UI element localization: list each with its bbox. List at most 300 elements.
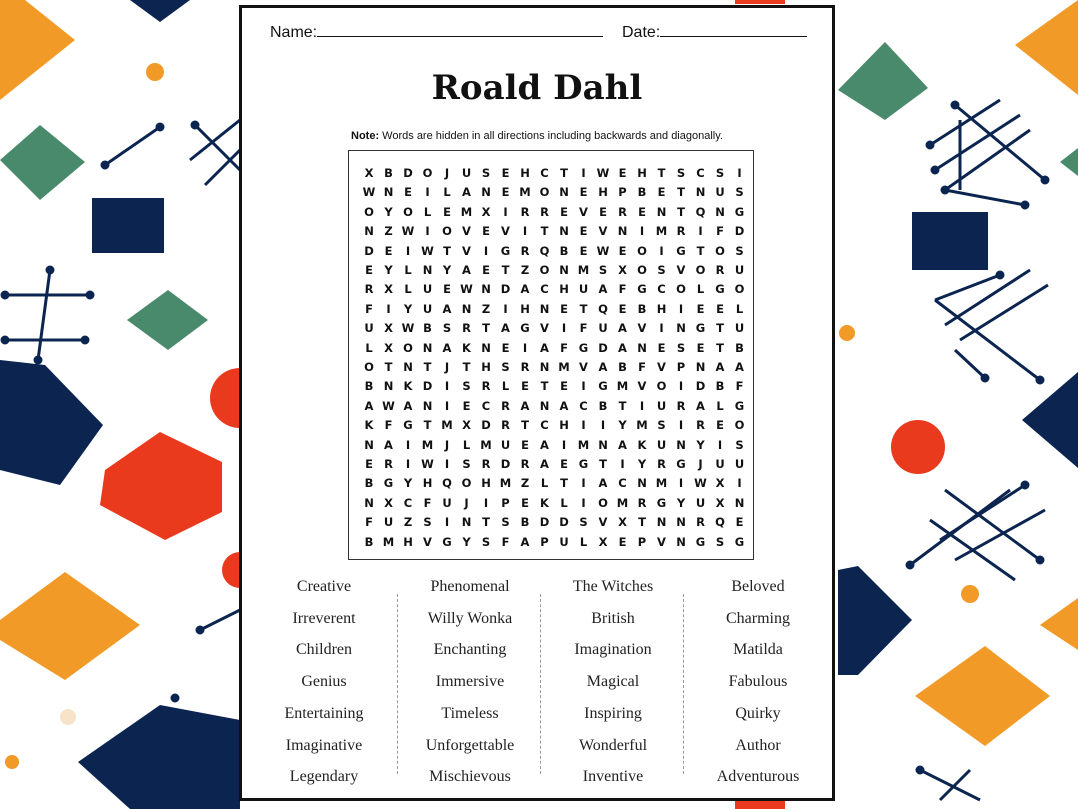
grid-letter: F	[560, 340, 568, 355]
grid-letter: C	[696, 166, 705, 180]
grid-letter: F	[365, 301, 373, 316]
grid-letter: A	[559, 398, 569, 413]
grid-letter: N	[637, 476, 647, 491]
grid-letter: R	[520, 243, 530, 258]
grid-letter: H	[598, 185, 608, 200]
grid-letter: W	[694, 476, 707, 491]
grid-letter: U	[715, 457, 725, 471]
worksheet-page	[239, 5, 835, 801]
grid-letter: M	[460, 204, 473, 219]
grid-letter: E	[501, 166, 510, 180]
word-item: Fabulous	[728, 673, 788, 691]
grid-letter: E	[657, 340, 666, 355]
grid-letter: P	[637, 534, 647, 549]
grid-letter: V	[462, 224, 471, 239]
grid-letter: W	[362, 185, 376, 200]
word-item: Magical	[586, 673, 640, 691]
grid-letter: H	[520, 166, 530, 180]
grid-letter: R	[676, 224, 686, 239]
grid-letter: T	[482, 321, 490, 336]
grid-letter: O	[676, 282, 686, 297]
grid-letter: G	[578, 457, 589, 471]
grid-letter: R	[715, 263, 725, 277]
grid-letter: T	[618, 398, 627, 413]
grid-letter: B	[364, 476, 374, 491]
grid-letter: C	[481, 398, 491, 413]
grid-letter: K	[462, 340, 471, 355]
grid-letter: S	[462, 457, 471, 471]
grid-letter: J	[444, 360, 450, 374]
grid-letter: N	[676, 321, 686, 336]
cream-dot	[60, 709, 76, 725]
grid-letter: T	[521, 418, 529, 433]
grid-letter: O	[637, 263, 647, 277]
grid-letter: N	[676, 534, 686, 549]
grid-row	[349, 299, 753, 319]
grid-letter: W	[596, 243, 610, 258]
grid-letter: A	[618, 437, 627, 452]
navy-square	[912, 212, 988, 270]
grid-letter: I	[444, 457, 450, 471]
grid-letter: T	[384, 360, 393, 374]
grid-letter: L	[696, 282, 705, 297]
word-item: Inspiring	[584, 704, 642, 722]
grid-letter: A	[715, 360, 725, 374]
grid-letter: K	[540, 495, 549, 510]
grid-letter: M	[558, 360, 570, 374]
grid-letter: U	[422, 301, 433, 316]
grid-letter: E	[716, 301, 724, 316]
grid-letter: Z	[520, 263, 530, 277]
grid-letter: E	[638, 204, 646, 219]
grid-letter: I	[639, 398, 645, 413]
grid-letter: C	[579, 398, 588, 413]
word-item: Enchanting	[433, 641, 507, 659]
grid-letter: I	[678, 476, 684, 491]
grid-letter: U	[734, 263, 745, 277]
grid-letter: L	[404, 263, 412, 277]
grid-row	[349, 182, 753, 202]
grid-letter: D	[734, 224, 745, 239]
grid-letter: X	[462, 418, 471, 433]
grid-letter: E	[560, 301, 568, 316]
orange-diamond	[1015, 0, 1078, 95]
grid-letter: O	[461, 476, 472, 491]
grid-letter: X	[715, 495, 725, 510]
grid-letter: V	[462, 243, 471, 258]
grid-letter: L	[540, 476, 549, 491]
grid-letter: Y	[637, 457, 647, 471]
grid-letter: D	[422, 379, 433, 394]
grid-letter: S	[481, 166, 491, 180]
grid-letter: N	[364, 495, 374, 510]
grid-letter: X	[364, 166, 374, 180]
grid-letter: V	[657, 534, 666, 549]
grid-letter: I	[483, 495, 489, 510]
grid-letter: N	[364, 437, 374, 452]
grid-letter: Q	[539, 243, 550, 258]
grid-letter: M	[577, 263, 590, 277]
grid-letter: E	[443, 204, 451, 219]
grid-letter: D	[695, 379, 706, 394]
navy-diamond	[0, 360, 103, 485]
grid-letter: A	[540, 340, 549, 355]
grid-letter: N	[637, 340, 647, 355]
grid-letter: M	[616, 379, 629, 394]
grid-letter: O	[695, 263, 706, 277]
orange-diamond	[1040, 598, 1078, 650]
grid-letter: T	[696, 243, 705, 258]
grid-letter: A	[501, 321, 510, 336]
grid-letter: H	[481, 360, 491, 374]
grid-letter: N	[695, 185, 706, 200]
grid-letter: S	[501, 360, 510, 374]
grid-letter: Y	[696, 437, 705, 452]
grid-letter: S	[735, 185, 744, 200]
grid-letter: M	[616, 495, 629, 510]
grid-letter: U	[656, 398, 667, 413]
grid-letter: H	[559, 418, 569, 433]
grid-letter: X	[384, 340, 393, 355]
grid-letter: G	[383, 476, 394, 491]
grid-letter: O	[637, 243, 647, 258]
grid-letter: Y	[442, 263, 452, 277]
grid-letter: N	[383, 185, 394, 200]
grid-letter: T	[677, 185, 685, 200]
grid-letter: Q	[695, 204, 706, 219]
orange-dot	[961, 585, 979, 603]
grid-letter: T	[540, 379, 549, 394]
letter-grid	[348, 150, 754, 560]
grid-row	[349, 396, 753, 416]
grid-letter: I	[444, 398, 450, 413]
grid-letter: W	[460, 282, 473, 297]
grid-letter: V	[637, 379, 647, 394]
grid-letter: G	[637, 282, 647, 297]
grid-letter: C	[540, 418, 549, 433]
grid-letter: D	[500, 282, 511, 297]
grid-letter: T	[482, 515, 490, 530]
grid-letter: T	[579, 301, 588, 316]
grid-letter: P	[501, 495, 510, 510]
grid-letter: L	[443, 185, 451, 200]
grid-letter: T	[540, 224, 549, 239]
grid-letter: I	[581, 495, 586, 510]
grid-letter: Y	[462, 534, 471, 549]
grid-letter: O	[364, 204, 374, 219]
grid-letter: M	[655, 476, 668, 491]
grid-letter: I	[561, 321, 567, 336]
grid-letter: D	[559, 515, 569, 530]
grid-letter: E	[482, 263, 490, 277]
grid-letter: S	[598, 263, 608, 277]
word-item: Unforgettable	[425, 736, 515, 754]
grid-letter: A	[384, 437, 393, 452]
navy-diamond	[78, 705, 240, 809]
grid-letter: U	[598, 321, 608, 336]
word-item: Beloved	[731, 578, 785, 595]
grid-letter: R	[540, 204, 549, 219]
grid-letter: E	[365, 263, 373, 277]
navy-square	[92, 198, 164, 253]
grid-letter: P	[618, 185, 627, 200]
grid-row	[349, 279, 753, 299]
grid-letter: X	[384, 282, 393, 297]
grid-letter: B	[364, 534, 374, 549]
word-item: Mischievous	[429, 768, 511, 786]
grid-letter: S	[442, 321, 452, 336]
grid-letter: B	[637, 185, 647, 200]
grid-letter: U	[364, 321, 374, 336]
grid-letter: E	[599, 204, 607, 219]
grid-letter: I	[483, 243, 489, 258]
grid-letter: G	[676, 243, 686, 258]
grid-letter: S	[676, 166, 686, 180]
grid-letter: U	[422, 282, 433, 297]
grid-letter: I	[522, 340, 528, 355]
word-item: The Witches	[572, 578, 654, 595]
grid-letter: I	[698, 224, 703, 239]
grid-letter: G	[715, 282, 725, 297]
word-item: Quirky	[735, 704, 781, 722]
grid-letter: Z	[520, 476, 530, 491]
grid-letter: N	[598, 437, 608, 452]
grid-letter: E	[501, 340, 510, 355]
grid-letter: R	[657, 457, 666, 471]
grid-letter: A	[462, 185, 471, 200]
grid-letter: U	[442, 495, 452, 510]
grid-letter: B	[637, 301, 647, 316]
grid-letter: G	[656, 495, 667, 510]
word-item: Phenomenal	[430, 578, 510, 595]
grid-letter: M	[519, 185, 531, 200]
grid-row	[349, 454, 753, 474]
grid-letter: O	[715, 243, 725, 258]
word-item: Entertaining	[284, 704, 364, 722]
grid-letter: O	[442, 224, 452, 239]
grid-letter: B	[364, 379, 374, 394]
grid-letter: U	[559, 534, 569, 549]
grid-letter: V	[423, 534, 432, 549]
grid-row	[349, 202, 753, 222]
grid-letter: M	[636, 418, 648, 433]
grid-letter: E	[521, 379, 529, 394]
grid-letter: U	[734, 321, 745, 336]
grid-letter: C	[618, 476, 627, 491]
grid-letter: B	[618, 360, 627, 374]
grid-letter: D	[481, 418, 491, 433]
grid-letter: N	[461, 515, 472, 530]
grid-letter: N	[676, 437, 686, 452]
grid-letter: T	[599, 457, 607, 471]
grid-letter: Z	[403, 515, 413, 530]
grid-letter: F	[365, 515, 373, 530]
grid-letter: A	[364, 398, 374, 413]
grid-letter: N	[734, 495, 745, 510]
grid-letter: X	[384, 495, 393, 510]
word-item: British	[591, 609, 635, 627]
grid-letter: F	[716, 224, 724, 239]
grid-letter: Q	[715, 515, 725, 530]
grid-letter: I	[678, 379, 684, 394]
green-diamond	[0, 125, 85, 200]
grid-letter: T	[716, 321, 724, 336]
grid-letter: F	[579, 321, 588, 336]
grid-letter: M	[655, 224, 668, 239]
grid-letter: C	[403, 495, 413, 510]
grid-letter: N	[656, 515, 667, 530]
grid-letter: E	[384, 243, 393, 258]
grid-letter: G	[734, 534, 745, 549]
grid-letter: R	[481, 457, 491, 471]
grid-letter: I	[639, 224, 645, 239]
grid-letter: H	[481, 476, 491, 491]
grid-letter: O	[598, 495, 608, 510]
grid-letter: T	[501, 263, 510, 277]
grid-letter: N	[539, 398, 550, 413]
grid-letter: O	[734, 282, 745, 297]
word-item: Immersive	[435, 673, 505, 691]
grid-letter: Y	[384, 204, 393, 219]
orange-diamond	[0, 0, 75, 100]
grid-letter: W	[401, 321, 415, 336]
word-column	[688, 578, 828, 788]
grid-letter: R	[618, 204, 627, 219]
grid-letter: N	[383, 379, 394, 394]
grid-letter: S	[676, 340, 686, 355]
grid-letter: B	[559, 243, 569, 258]
grid-letter: N	[559, 224, 569, 239]
grid-row	[349, 221, 753, 241]
grid-letter: R	[462, 321, 471, 336]
grid-row	[349, 357, 753, 377]
grid-letter: X	[481, 204, 491, 219]
grid-letter: E	[618, 534, 627, 549]
grid-letter: T	[638, 515, 646, 530]
grid-letter: M	[577, 437, 590, 452]
note-text: Words are hidden in all directions including backwards and diagonally.	[379, 130, 723, 142]
grid-letter: O	[403, 340, 413, 355]
grid-letter: V	[501, 224, 510, 239]
word-item: Timeless	[441, 704, 499, 722]
grid-letter: L	[560, 495, 568, 510]
grid-letter: U	[656, 437, 667, 452]
grid-letter: N	[364, 224, 374, 239]
grid-letter: E	[618, 166, 627, 180]
grid-letter: O	[364, 360, 374, 374]
word-column	[543, 578, 683, 788]
green-diamond	[1060, 148, 1078, 176]
grid-letter: N	[461, 301, 472, 316]
grid-row	[349, 512, 753, 532]
grid-letter: A	[442, 340, 452, 355]
grid-letter: B	[715, 379, 725, 394]
grid-letter: W	[421, 457, 434, 471]
grid-letter: E	[696, 340, 705, 355]
grid-letter: E	[365, 457, 373, 471]
grid-letter: H	[559, 282, 569, 297]
name-field	[270, 22, 603, 42]
grid-letter: S	[715, 166, 725, 180]
grid-row	[349, 415, 753, 435]
grid-letter: G	[578, 340, 589, 355]
grid-letter: Q	[598, 301, 608, 316]
grid-letter: C	[540, 166, 549, 180]
grid-letter: E	[521, 495, 529, 510]
grid-letter: A	[618, 321, 627, 336]
grid-row	[349, 338, 753, 358]
green-diamond	[838, 42, 928, 120]
grid-letter: L	[365, 340, 373, 355]
grid-letter: K	[364, 418, 374, 433]
grid-letter: D	[598, 340, 608, 355]
grid-letter: J	[698, 457, 703, 471]
grid-letter: N	[403, 360, 413, 374]
column-divider	[540, 594, 541, 774]
grid-letter: V	[579, 204, 588, 219]
word-item: Children	[296, 641, 352, 659]
grid-letter: S	[481, 534, 491, 549]
grid-letter: O	[422, 166, 433, 180]
grid-letter: D	[500, 457, 511, 471]
grid-letter: W	[596, 166, 610, 180]
grid-letter: L	[579, 534, 588, 549]
grid-row	[349, 376, 753, 396]
red-circle	[891, 420, 945, 474]
grid-letter: E	[560, 379, 568, 394]
grid-letter: A	[462, 263, 471, 277]
grid-letter: V	[598, 224, 608, 239]
grid-letter: X	[598, 534, 608, 549]
grid-letter: R	[501, 418, 510, 433]
grid-letter: N	[422, 398, 433, 413]
grid-letter: R	[676, 398, 686, 413]
grid-letter: I	[581, 379, 586, 394]
grid-letter: G	[734, 398, 745, 413]
grid-row	[349, 318, 753, 338]
grid-letter: G	[500, 243, 511, 258]
grid-letter: I	[737, 476, 742, 491]
grid-letter: T	[677, 204, 685, 219]
grid-letter: O	[403, 204, 413, 219]
grid-letter: S	[657, 418, 666, 433]
column-divider	[397, 594, 398, 774]
grid-letter: R	[520, 204, 530, 219]
grid-letter: R	[637, 495, 647, 510]
grid-letter: S	[423, 515, 432, 530]
orange-dot	[146, 63, 164, 81]
grid-letter: G	[695, 534, 706, 549]
grid-letter: C	[657, 282, 666, 297]
grid-letter: N	[422, 263, 433, 277]
grid-letter: E	[462, 398, 471, 413]
page-title: Roald Dahl	[431, 68, 643, 108]
grid-letter: A	[618, 340, 627, 355]
grid-letter: N	[539, 360, 550, 374]
grid-letter: T	[560, 476, 568, 491]
note	[242, 130, 832, 142]
word-item: Imaginative	[285, 736, 363, 754]
word-item: Creative	[296, 578, 352, 595]
grid-letter: W	[401, 224, 415, 239]
grid-letter: R	[696, 515, 705, 530]
grid-letter: F	[501, 534, 510, 549]
grid-letter: H	[403, 534, 413, 549]
note-label: Note:	[351, 130, 380, 142]
grid-letter: U	[500, 437, 511, 452]
grid-letter: S	[715, 534, 725, 549]
grid-letter: F	[384, 418, 393, 433]
